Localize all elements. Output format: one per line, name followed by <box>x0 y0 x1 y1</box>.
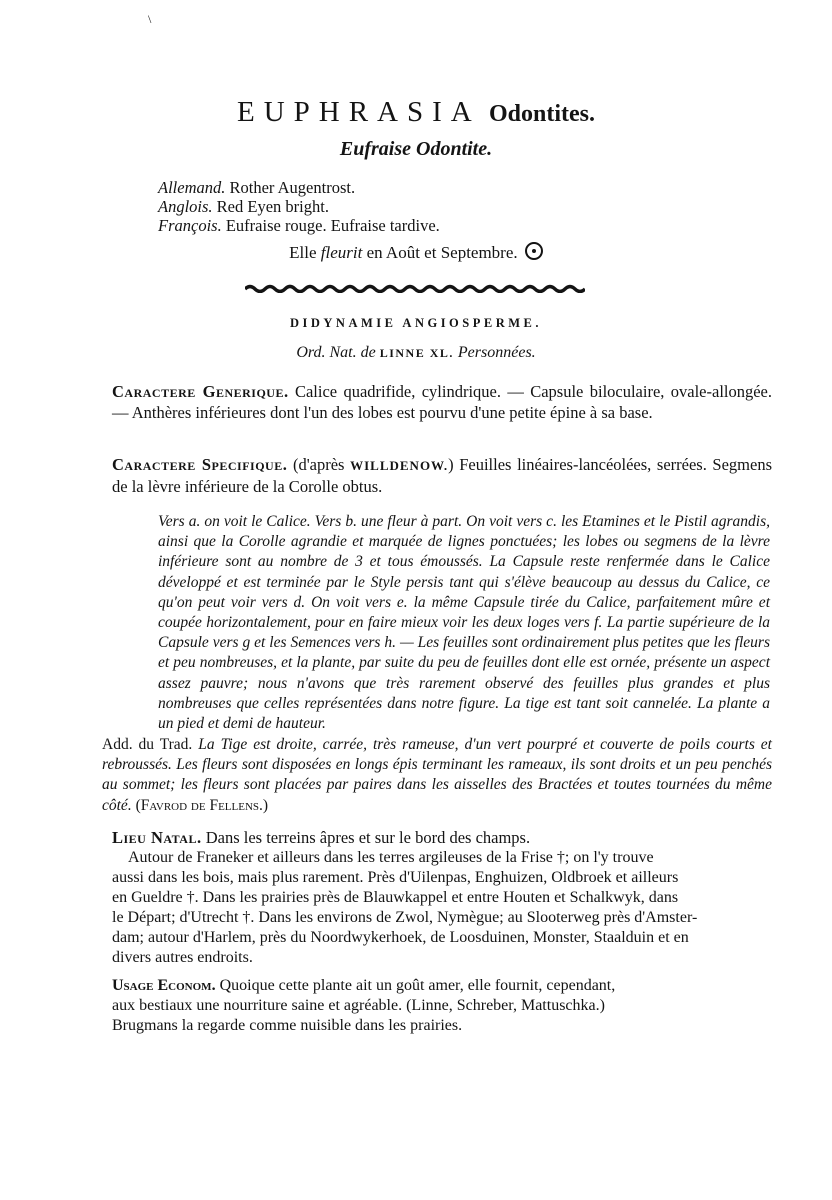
specific-character <box>112 455 772 497</box>
habitat-line: Autour de Franeker et ailleurs dans les terres argileuses de la Frise †; on l'y trouve <box>128 849 654 866</box>
order-prefix: Ord. Nat. de <box>296 344 376 361</box>
addition-credit: (Favrod de Fellens.) <box>135 796 269 814</box>
section-heading: Caractere Specifique. <box>112 455 288 474</box>
annual-plant-icon <box>525 242 543 260</box>
author-name: WILLDENOW. <box>350 458 449 473</box>
language-label: François. <box>158 216 222 235</box>
name-line-german <box>158 178 355 198</box>
section-text: Dans les terreins âpres et sur le bord des champs. <box>205 828 531 847</box>
name-line-french <box>158 216 440 236</box>
section-heading: Usage Econom. <box>112 977 216 994</box>
usage-first-line <box>112 976 615 997</box>
section-text: Quoique cette plante ait un goût amer, elle fournit, cependant, <box>219 977 616 994</box>
order-family: Personnées. <box>457 344 536 361</box>
section-text: ) Feuilles linéaires-lancéolées, serrées. Segmens de la lèvre inférieure de la Corolle obtus. <box>112 455 773 496</box>
section-heading: Lieu Natal. <box>112 828 202 847</box>
common-name: Eufraise rouge. Eufraise tardive. <box>225 216 440 235</box>
author-pre: (d'après <box>292 455 345 474</box>
section-text: Calice quadrifide, cylindrique. — Capsule biloculaire, ovale-allongée. — Anthères inférieures dont l'un des lobes est pourvu d'une petite épine à sa base. <box>112 382 773 422</box>
translator-addition <box>102 735 772 816</box>
natural-order <box>0 344 832 362</box>
ornament-divider <box>245 283 585 293</box>
name-line-english <box>158 197 329 217</box>
usage-line: Brugmans la regarde comme nuisible dans les prairies. <box>112 1017 463 1034</box>
flowering-verb: fleurit <box>320 243 363 262</box>
figure-description: Vers a. on voit le Calice. Vers b. une fleur à part. On voit vers c. les Etamines et le Pistil agrandis, ainsi que la Corolle agrandie et marquée de lignes ponctuées; les lobes ou segmens de la lèvre inférieure sont au nombre de 3 et tous émoussés. La Capsule reste renfermée dans le Calice développé et est terminée par le Style persis tant qui s'élève beaucoup au dessus du Calice, ce qu'on peut voir vers d. On voit vers e. la même Capsule tirée du Calice, parfaitement mûre et coupée horizontalement, pour en faire mieux voir les deux loges vers f. La partie supérieure de la Capsule vers g et les Semences vers h. — Les feuilles sont ordinairement plus petites que les fleurs et peu nombreuses, et la plante, par suite du peu de feuilles dont elle est ornée, présente un aspect assez pauvre; nous n'avons que très rarement observé des feuilles plus grandes et plus nombreuses que celles représentées dans notre figure. La tige est tant soit cannelée. La plante a un pied et demi de hauteur. <box>158 513 770 733</box>
flowering-after: en Août et Septembre. <box>366 243 518 262</box>
usage-line: aux bestiaux une nourriture saine et agréable. (Linne, Schreber, Mattuschka.) <box>112 997 605 1014</box>
page-mark: \ <box>148 12 152 26</box>
addition-label: Add. du Trad. <box>102 736 193 753</box>
habitat-line: dam; autour d'Harlem, près du Noordwykerhoek, de Loosduinen, Monster, Staalduin et en <box>112 929 689 946</box>
section-heading: Caractere Generique. <box>112 382 289 401</box>
habitat-line: en Gueldre †. Dans les prairies près de Blauwkappel et entre Houten et Schalkwyk, dans <box>112 889 679 906</box>
genus-name: EUPHRASIA <box>236 96 481 128</box>
order-author: LINNE XL. <box>379 346 454 360</box>
habitat-line: le Départ; d'Utrecht †. Dans les environs de Zwol, Nymègue; au Slooterweg près d'Amster- <box>112 909 698 926</box>
flowering-before: Elle <box>289 243 317 262</box>
generic-character <box>112 382 772 423</box>
linnaean-class: DIDYNAMIE ANGIOSPERME. <box>289 316 542 330</box>
habitat-section <box>112 828 772 849</box>
language-label: Allemand. <box>158 178 226 197</box>
habitat-first-line <box>112 828 772 849</box>
common-name: Red Eyen bright. <box>216 197 329 216</box>
habitat-line: aussi dans les bois, mais plus rarement. Près d'Uilenpas, Enghuizen, Oldbroek et ailleurs <box>112 869 679 886</box>
habitat-line: divers autres endroits. <box>112 949 253 966</box>
flowering-line <box>0 240 832 263</box>
addition-text: La Tige est droite, carrée, très rameuse, d'un vert pourpré et couverte de poils courts et rebroussés. Les fleurs sont disposées en longs épis terminant les rameaux, ils sont droits et un peu penchés au sommet; les fleurs sont placées par paires dans les aisselles des Bractées et toutes tournées du même côté. <box>102 736 772 814</box>
language-label: Anglois. <box>158 197 213 216</box>
page-title <box>0 96 832 129</box>
common-name: Rother Augentrost. <box>229 178 356 197</box>
french-subtitle: Eufraise Odontite. <box>339 138 493 160</box>
species-name: Odontites. <box>488 101 595 127</box>
